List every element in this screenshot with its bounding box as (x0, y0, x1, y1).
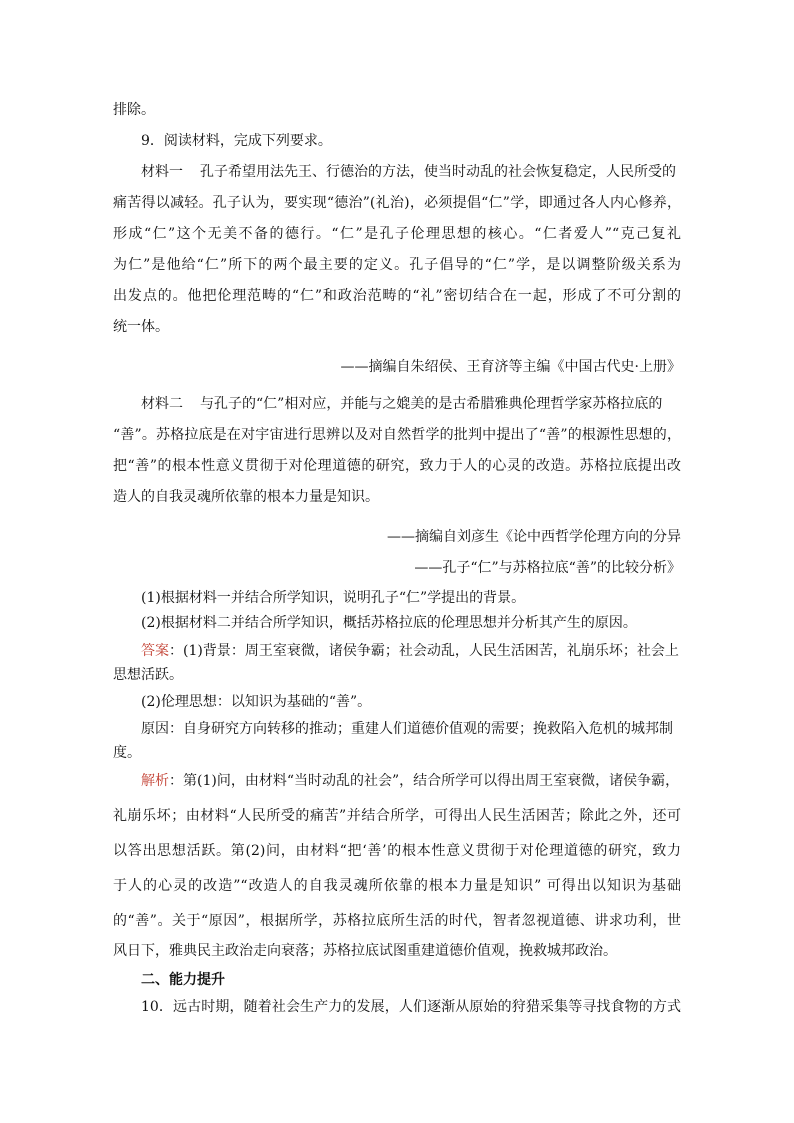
answer-text: (2)伦理思想：以知识为基础的“善”。 (141, 694, 372, 710)
answer-text: ：(1)背景：周王室衰微，诸侯争霸；社会动乱，人民生活困苦，礼崩乐坏；社会上 (169, 643, 679, 659)
section-heading: 二、能力提升 (141, 972, 225, 988)
material-2-text: 与孔子的“仁”相对应，并能与之媲美的是古希腊雅典伦理哲学家苏格拉底的 (200, 396, 663, 412)
material-1-text: 孔子希望用法先王、行德治的方法，使当时动乱的社会恢复稳定，人民所受的 (200, 164, 676, 180)
text-line: 排除。 (113, 102, 155, 118)
material-1-text: 统一体。 (113, 319, 169, 335)
material-1-label: 材料一 (141, 164, 183, 180)
analysis-text: 于人的心灵的改造”“改造人的自我灵魂所依靠的根本力量是知识” 可得出以知识为基础 (113, 878, 681, 894)
material-1-text: 痛苦得以减轻。孔子认为，要实现“德治”(礼治)，必须提倡“仁”学，即通过各人内心修养， (113, 195, 681, 211)
answer-label: 答案 (141, 643, 169, 659)
material-1-source: ——摘编自朱绍侯、王育济等主编《中国古代史·上册》 (340, 359, 681, 375)
material-1-text: 形成“仁”这个无美不备的德行。“仁”是孔子伦理思想的核心。“仁者爱人”“克己复礼 (113, 226, 681, 242)
analysis-text: 风日下，雅典民主政治走向衰落；苏格拉底试图重建道德价值观，挽救城邦政治。 (113, 943, 617, 959)
material-1-text: 为仁”是他给“仁”所下的两个最主要的定义。孔子倡导的“仁”学，是以调整阶级关系为 (113, 257, 681, 273)
material-2-text: 造人的自我灵魂所依靠的根本力量是知识。 (113, 489, 379, 505)
answer-line (141, 641, 679, 661)
analysis-line (141, 771, 679, 791)
analysis-text: 以答出思想活跃。第(2)问，由材料“把‘善’的根本性意义贯彻于对伦理道德的研究，致力 (113, 843, 681, 859)
analysis-text: 礼崩乐坏；由材料“人民所受的痛苦”并结合所学，可得出人民生活困苦；除此之外，还可 (113, 808, 681, 824)
analysis-text: 的“善”。关于“原因”，根据所学，苏格拉底所生活的时代，智者忽视道德、讲求功利，世 (113, 913, 681, 929)
material-2-source: ——摘编自刘彦生《论中西哲学伦理方向的分异 (387, 529, 681, 545)
material-2-text: “善”。苏格拉底是在对宇宙进行思辨以及对自然哲学的批判中提出了“善”的根源性思想的， (113, 427, 681, 443)
material-2-source: ——孔子“仁”与苏格拉底“善”的比较分析》 (414, 560, 681, 576)
sub-question-1: (1)根据材料一并结合所学知识，说明孔子“仁”学提出的背景。 (141, 590, 526, 606)
question-9-heading: 9．阅读材料，完成下列要求。 (141, 133, 332, 149)
answer-text: 度。 (113, 745, 141, 761)
question-10-text: 10．远古时期，随着社会生产力的发展，人们逐渐从原始的狩猎采集等寻找食物的方式 (141, 999, 681, 1015)
material-2-text: 把“善”的根本性意义贯彻于对伦理道德的研究，致力于人的心灵的改造。苏格拉底提出改 (113, 458, 681, 474)
sub-question-2: (2)根据材料二并结合所学知识，概括苏格拉底的伦理思想并分析其产生的原因。 (141, 615, 637, 631)
answer-text: 原因：自身研究方向转移的推动；重建人们道德价值观的需要；挽救陷入危机的城邦制 (141, 721, 673, 737)
material-1-text: 出发点的。他把伦理范畴的“仁”和政治范畴的“礼”密切结合在一起，形成了不可分割的 (113, 288, 681, 304)
analysis-label: 解析 (141, 773, 169, 789)
answer-text: 思想活跃。 (113, 667, 183, 683)
material-2-label: 材料二 (141, 396, 183, 412)
analysis-text: ：第(1)问，由材料“当时动乱的社会”，结合所学可以得出周王室衰微，诸侯争霸， (169, 773, 680, 789)
